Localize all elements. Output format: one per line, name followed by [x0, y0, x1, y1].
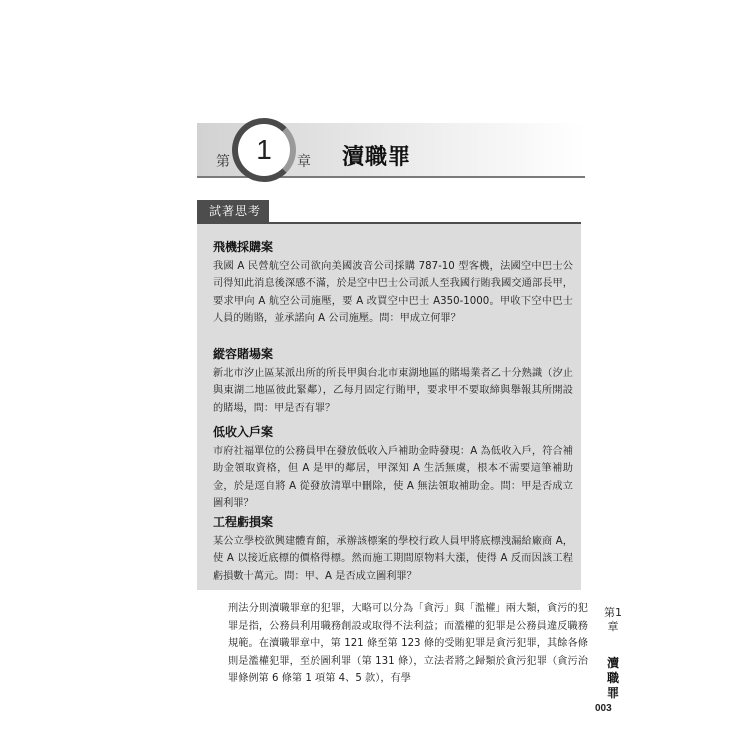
case-item: [213, 238, 573, 328]
case-item: [213, 513, 573, 585]
case-item: [213, 423, 573, 513]
chapter-title: 瀆職罪: [342, 145, 412, 170]
case-body: 某公立學校欲興建體育館，承辦該標案的學校行政人員甲將底標洩漏給廠商 A，使 A 以接近底標的價格得標。然而施工期間原物料大漲，使得 A 反而因該工程虧損數十萬元。問：甲、A 是否成立圖利罪？: [213, 536, 573, 582]
page-number: 003: [595, 703, 612, 714]
chapter-number: 1: [256, 134, 272, 165]
chapter-suffix: 章: [297, 154, 311, 170]
case-title: 縱容賭場案: [213, 347, 274, 361]
case-title: 低收入戶案: [213, 425, 274, 439]
chapter-prefix: 第: [216, 154, 230, 170]
case-title: 飛機採購案: [213, 240, 274, 254]
case-title: 工程虧損案: [213, 515, 274, 529]
body-paragraph: 刑法分則瀆職罪章的犯罪，大略可以分為「貪污」與「濫權」兩大類，貪污的犯罪是指，公務員利用職務創設或取得不法利益；而濫權的犯罪是公務員違反職務規範。在瀆職罪章中，第 121 條至第 123 條的受賄犯罪是貪污犯罪，其餘各條則是濫權犯罪，至於圖利罪（第 131 條），立法者將之歸類於貪污犯罪（貪污治罪條例第 6 條第 1 項第 4、5 款），有學: [228, 603, 588, 685]
case-item: [213, 345, 573, 417]
case-body: 我國 A 民營航空公司欲向美國波音公司採購 787-10 型客機，法國空中巴士公司得知此消息後深感不滿，於是空中巴士公司派人至我國行賄我國交通部長甲，要求甲向 A 航空公司施壓，要 A 改買空中巴士 A350-1000。甲收下空中巴士人員的賄賂，並承諾向 A 公司施壓。問：甲成立何罪？: [213, 261, 573, 325]
think-box-label: 試著思考: [197, 200, 269, 222]
case-body: 新北市汐止區某派出所的所長甲與台北市東湖地區的賭場業者乙十分熟識（汐止與東湖二地區彼此緊鄰），乙每月固定行賄甲，要求甲不要取締與舉報其所開設的賭場，問：甲是否有罪？: [213, 368, 573, 414]
case-body: 市府社福單位的公務員甲在發放低收入戶補助金時發現：A 為低收入戶，符合補助金領取資格，但 A 是甲的鄰居，甲深知 A 生活無虞，根本不需要這筆補助金，於是逕自將 A 從發放清單中刪除，使 A 無法領取補助金。問：甲是否成立圖利罪？: [213, 446, 573, 510]
side-chapter-marker: 第1章: [604, 606, 622, 633]
side-chapter-title: 瀆職罪: [606, 656, 619, 700]
